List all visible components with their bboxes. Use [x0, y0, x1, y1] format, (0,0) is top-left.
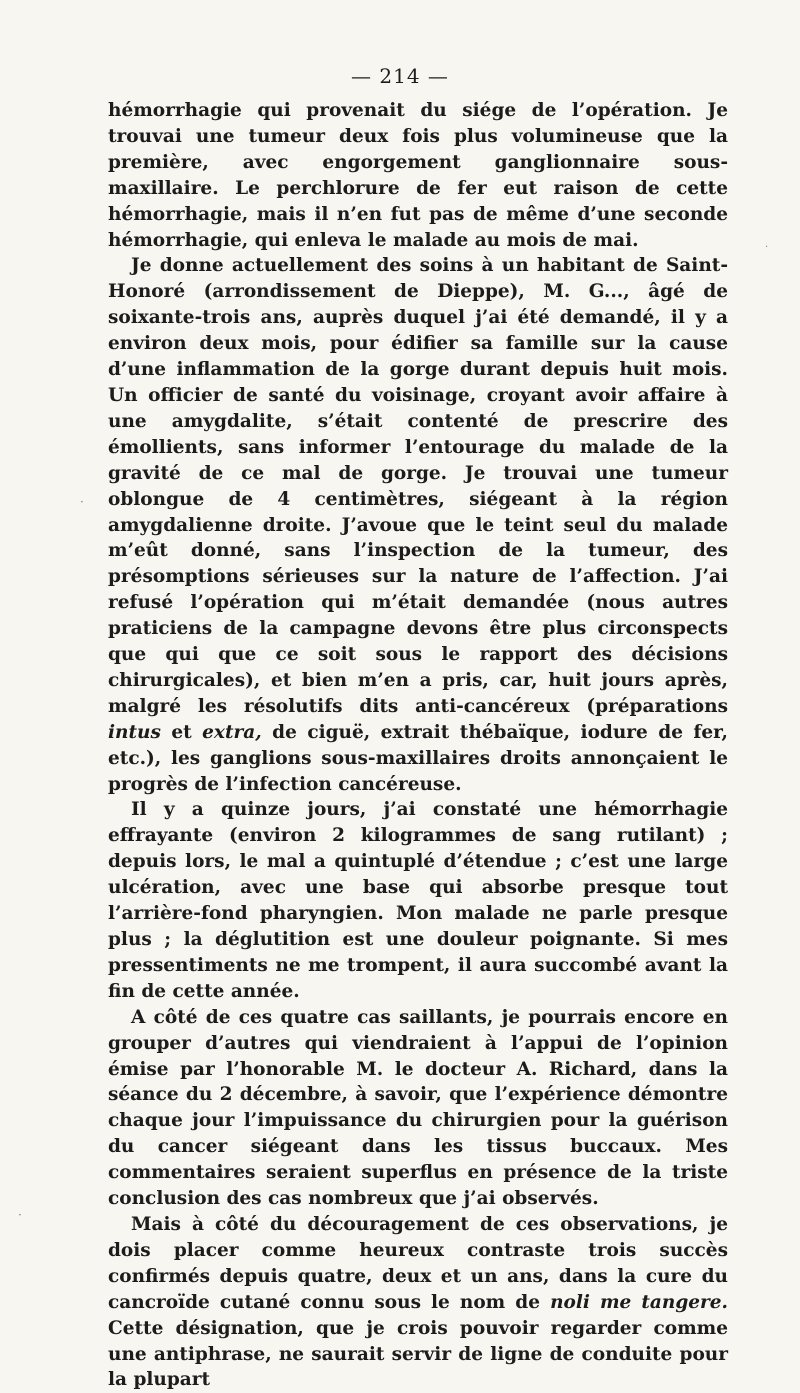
print-speck: ·	[765, 242, 769, 253]
paragraph-5	[108, 1212, 728, 1393]
paragraph-5-text: Mais à côté du découragement de ces observations, je dois placer comme heureux contraste trois succès confirmés depuis quatre, deux et un ans, dans la cure du cancroïde cutané connu sous le nom de	[108, 1213, 728, 1313]
paragraph-3: Il y a quinze jours, j’ai constaté une hémorrhagie effrayante (environ 2 kilogrammes de sang rutilant) ; depuis lors, le mal a quintuplé d’étendue ; c’est une large ulcération, avec une base qui absorbe presque tout l’arrière-fond pharyngien. Mon malade ne parle presque plus ; la déglutition est une douleur poignante. Si mes pressentiments ne me trompent, il aura succombé avant la fin de cette année.	[108, 799, 728, 1002]
italic-intus: intus	[108, 721, 161, 743]
page-number: — 214 —	[351, 64, 449, 88]
paragraph-2	[108, 253, 728, 797]
print-speck: ·	[80, 495, 84, 509]
body-text	[108, 98, 728, 1393]
paragraph-5-tail: Cette désignation, que je crois pouvoir regarder comme une antiphrase, ne saurait servir de ligne de conduite pour la plupart	[108, 1317, 728, 1391]
paragraph-4: A côté de ces quatre cas saillants, je pourrais encore en grouper d’autres qui viendraient à l’appui de l’opinion émise par l’honorable M. le docteur A. Richard, dans la séance du 2 décembre, à savoir, que l’expérience démontre chaque jour l’impuissance du chirurgien pour la guérison du cancer siégeant dans les tissus buccaux. Mes commentaires seraient superflus en présence de la triste conclusion des cas nombreux que j’ai observés.	[108, 1006, 728, 1210]
paragraph-2-mid: et	[171, 721, 192, 743]
paragraph-2-tail: de ciguë, extrait thébaïque, iodure de fer, etc.), les ganglions sous-maxillaires droits annonçaient le progrès de l’infection cancéreuse.	[108, 721, 728, 795]
paragraph-1: hémorrhagie qui provenait du siége de l’opération. Je trouvai une tumeur deux fois plus volumineuse que la première, avec engorgement ganglionnaire sous-maxillaire. Le perchlorure de fer eut raison de cette hémorrhagie, mais il n’en fut pas de même d’une seconde hémorrhagie, qui enleva le malade au mois de mai.	[108, 100, 728, 251]
paragraph-2-text: Je donne actuellement des soins à un habitant de Saint-Honoré (arrondissement de Dieppe), M. G..., âgé de soixante-trois ans, auprès duquel j’ai été demandé, il y a environ deux mois, pour édifier sa famille sur la cause d’une inflammation de la gorge durant depuis huit mois. Un officier de santé du voisinage, croyant avoir affaire à une amygdalite, s’était contenté de prescrire des émollients, sans informer l’entourage du malade de la gravité de ce mal de gorge. Je trouvai une tumeur oblongue de 4 centimètres, siégeant à la région amygdalienne droite. J’avoue que le teint seul du malade m’eût donné, sans l’inspection de la tumeur, des présomptions sérieuses sur la nature de l’affection. J’ai refusé l’opération qui m’était demandée (nous autres praticiens de la campagne devons être plus circonspects que qui que ce soit sous le rapport des décisions chirurgicales), et bien m’en a pris, car, huit jours après, malgré les résolutifs dits anti-cancéreux (préparations	[108, 255, 728, 717]
italic-extra: extra,	[202, 721, 262, 743]
print-speck: ·	[18, 1208, 22, 1222]
italic-noli-me-tangere: noli me tangere.	[550, 1291, 728, 1313]
